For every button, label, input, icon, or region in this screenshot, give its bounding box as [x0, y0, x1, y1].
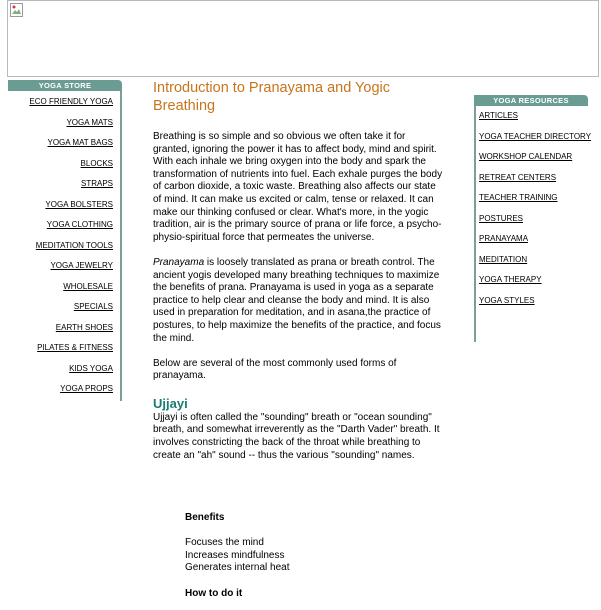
store-link-pilates-fitness[interactable]: PILATES & FITNESS — [37, 343, 113, 352]
benefits-block — [185, 512, 435, 610]
page-title: Introduction to Pranayama and Yogic Breathing — [153, 80, 390, 114]
store-link-yoga-jewelry[interactable]: YOGA JEWELRY — [50, 261, 113, 270]
store-link-yoga-mats[interactable]: YOGA MATS — [66, 117, 113, 127]
yoga-store-header: YOGA STORE — [8, 80, 122, 91]
how-to-heading: How to do it — [185, 587, 243, 599]
benefit-item: Increases mindfulness — [185, 549, 285, 561]
store-link-yoga-bolsters[interactable]: YOGA BOLSTERS — [45, 199, 113, 209]
benefit-item: Generates internal heat — [185, 562, 290, 574]
forms-intro-paragraph: Below are several of the most commonly used forms of pranayama. — [153, 357, 397, 382]
yoga-resources-list — [474, 106, 592, 342]
store-link-blocks[interactable]: BLOCKS — [80, 158, 113, 168]
resource-link-pranayama[interactable]: PRANAYAMA — [479, 234, 529, 243]
store-link-wholesale[interactable]: WHOLESALE — [63, 281, 113, 291]
store-link-yoga-clothing[interactable]: YOGA CLOTHING — [46, 220, 113, 229]
yoga-resources-sidebar — [474, 95, 592, 342]
pranayama-term: Pranayama — [153, 256, 205, 268]
benefits-heading: Benefits — [185, 512, 225, 523]
yoga-store-sidebar — [8, 80, 122, 401]
resource-link-meditation[interactable]: MEDITATION — [479, 254, 528, 264]
broken-image-icon — [10, 3, 23, 17]
store-link-kids-yoga[interactable]: KIDS YOGA — [69, 363, 113, 373]
store-link-yoga-props[interactable]: YOGA PROPS — [60, 384, 113, 393]
article-content — [153, 79, 443, 462]
store-link-eco-friendly-yoga[interactable]: ECO FRIENDLY YOGA — [29, 97, 113, 106]
resource-link-postures[interactable]: POSTURES — [479, 213, 524, 223]
yoga-store-list — [8, 91, 122, 401]
top-banner — [7, 0, 599, 77]
benefit-item: Focuses the mind — [185, 537, 264, 549]
store-link-yoga-mat-bags[interactable]: YOGA MAT BAGS — [47, 138, 113, 147]
resource-link-retreat-centers[interactable]: RETREAT CENTERS — [479, 172, 557, 182]
resource-link-articles[interactable]: ARTICLES — [479, 111, 518, 120]
resource-link-yoga-therapy[interactable]: YOGA THERAPY — [479, 275, 542, 284]
resource-link-yoga-teacher-directory[interactable]: YOGA TEACHER DIRECTORY — [479, 131, 592, 141]
resource-link-yoga-styles[interactable]: YOGA STYLES — [479, 295, 535, 305]
store-link-straps[interactable]: STRAPS — [80, 179, 113, 188]
yoga-resources-header: YOGA RESOURCES — [474, 95, 588, 106]
ujjayi-heading: Ujjayi — [153, 395, 188, 411]
pranayama-paragraph-text: is loosely translated as prana or breath control. The ancient yogis developed many breathing techniques to maximize the benefits of prana. Pranayama is used in yoga as a separate practice to help clear and cleanse the body and mind. It is also used in preparation for meditation, and in asana,the practice of postures, to help maximize the benefits of the practice, and focus the mind. — [153, 256, 441, 344]
store-link-earth-shoes[interactable]: EARTH SHOES — [55, 322, 113, 332]
store-link-specials[interactable]: SPECIALS — [73, 302, 113, 311]
store-link-meditation-tools[interactable]: MEDITATION TOOLS — [35, 240, 113, 250]
ujjayi-paragraph: Ujjayi is often called the "sounding" breath or "ocean sounding" breath, and somewhat irreverently as the "Darth Vader" breath. It involves constricting the back of the throat while breathing to create an "ah" sound -- thus the various "sounding" names. — [153, 411, 440, 461]
pranayama-paragraph — [153, 257, 443, 345]
resource-link-teacher-training[interactable]: TEACHER TRAINING — [479, 193, 558, 202]
resource-link-workshop-calendar[interactable]: WORKSHOP CALENDAR — [479, 152, 573, 161]
intro-paragraph: Breathing is so simple and so obvious we often take it for granted, ignoring the power it has to affect body, mind and spirit. With each inhale we bring oxygen into the body and spark the transformation of nutrients into fuel. Each exhale purges the body of carbon dioxide, a toxic waste. Breathing also affects our state of mind. It can make us excited or calm, tense or relaxed. It can make our thinking confused or clear. What's more, in the yogic tradition, air is the primary source of prana or life force, a psycho-physio-spiritual force that permeates the universe. — [153, 131, 443, 243]
